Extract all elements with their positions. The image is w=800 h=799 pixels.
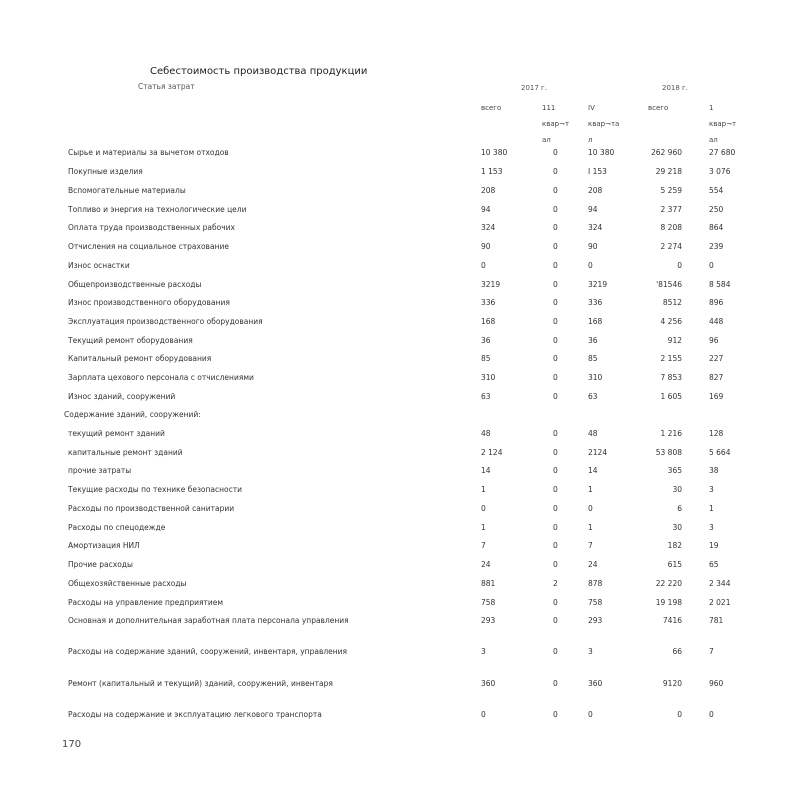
subheader-q4-2017: IV квар¬та л bbox=[588, 104, 620, 144]
value-q3-2017: 0 bbox=[553, 679, 558, 688]
table-row bbox=[0, 278, 800, 292]
value-total-2017: 310 bbox=[481, 373, 496, 382]
value-total-2017: 293 bbox=[481, 616, 496, 625]
value-q4-2017: 758 bbox=[588, 598, 603, 607]
value-total-2018: 1 216 bbox=[660, 429, 682, 438]
value-total-2017: 24 bbox=[481, 560, 491, 569]
value-q4-2017: I 153 bbox=[588, 167, 607, 176]
value-q3-2017: 0 bbox=[553, 429, 558, 438]
value-total-2017: 36 bbox=[481, 336, 491, 345]
value-q4-2017: 7 bbox=[588, 541, 593, 550]
value-q4-2017: 1 bbox=[588, 485, 593, 494]
cost-item-name: Расходы по спецодежде bbox=[68, 523, 166, 532]
value-total-2018: 9120 bbox=[662, 679, 682, 688]
table-row bbox=[0, 352, 800, 366]
year-header-2017: 2017 г. bbox=[521, 84, 547, 92]
value-q3-2017: 0 bbox=[553, 616, 558, 625]
value-q4-2017: 36 bbox=[588, 336, 598, 345]
value-total-2017: 3 bbox=[481, 647, 486, 656]
value-q3-2017: 0 bbox=[553, 485, 558, 494]
value-total-2018: 1 605 bbox=[660, 392, 682, 401]
value-total-2017: 3219 bbox=[481, 280, 501, 289]
value-q1-2018: 38 bbox=[709, 466, 719, 475]
table-row bbox=[0, 645, 800, 659]
value-total-2017: 168 bbox=[481, 317, 496, 326]
value-total-2017: 63 bbox=[481, 392, 491, 401]
cost-item-name: Расходы на содержание и эксплуатацию легкового транспорта bbox=[68, 710, 322, 719]
cost-item-name: Износ производственного оборудования bbox=[68, 298, 230, 307]
value-q4-2017: 336 bbox=[588, 298, 603, 307]
value-q3-2017: 0 bbox=[553, 373, 558, 382]
value-total-2018: 6 bbox=[677, 504, 682, 513]
cost-item-name: прочие затраты bbox=[68, 466, 132, 475]
value-q4-2017: 3219 bbox=[588, 280, 608, 289]
value-q3-2017: 0 bbox=[553, 448, 558, 457]
value-q1-2018: 3 076 bbox=[709, 167, 731, 176]
value-total-2018: 30 bbox=[672, 523, 682, 532]
value-q1-2018: 2 344 bbox=[709, 579, 731, 588]
value-q3-2017: 0 bbox=[553, 504, 558, 513]
cost-item-name: Оплата труда производственных рабочих bbox=[68, 223, 235, 232]
value-total-2017: 85 bbox=[481, 354, 491, 363]
value-q3-2017: 0 bbox=[553, 148, 558, 157]
value-total-2018: 182 bbox=[667, 541, 682, 550]
value-q1-2018: 7 bbox=[709, 647, 714, 656]
value-q1-2018: 8 584 bbox=[709, 280, 731, 289]
value-q1-2018: 128 bbox=[709, 429, 724, 438]
table-row bbox=[0, 502, 800, 516]
value-q4-2017: 293 bbox=[588, 616, 603, 625]
value-q1-2018: 239 bbox=[709, 242, 724, 251]
cost-item-name: Прочие расходы bbox=[68, 560, 133, 569]
value-q3-2017: 0 bbox=[553, 205, 558, 214]
value-q4-2017: 2124 bbox=[588, 448, 608, 457]
value-q1-2018: 3 bbox=[709, 485, 714, 494]
value-q3-2017: 0 bbox=[553, 280, 558, 289]
value-q3-2017: 0 bbox=[553, 261, 558, 270]
value-q4-2017: 324 bbox=[588, 223, 603, 232]
table-row bbox=[0, 446, 800, 460]
value-total-2017: 0 bbox=[481, 261, 486, 270]
value-q4-2017: 24 bbox=[588, 560, 598, 569]
cost-item-name: текущий ремонт зданий bbox=[68, 429, 165, 438]
table-row bbox=[0, 184, 800, 198]
value-q1-2018: 27 680 bbox=[709, 148, 736, 157]
value-total-2018: 2 377 bbox=[660, 205, 682, 214]
value-total-2018: 19 198 bbox=[655, 598, 682, 607]
value-q4-2017: 3 bbox=[588, 647, 593, 656]
value-total-2017: 336 bbox=[481, 298, 496, 307]
value-total-2017: 94 bbox=[481, 205, 491, 214]
value-q4-2017: 208 bbox=[588, 186, 603, 195]
value-total-2018: '81546 bbox=[656, 280, 682, 289]
cost-item-name: Расходы на управление предприятием bbox=[68, 598, 223, 607]
table-row bbox=[0, 296, 800, 310]
table-row bbox=[0, 677, 800, 691]
table-row bbox=[0, 259, 800, 273]
value-q4-2017: 0 bbox=[588, 261, 593, 270]
cost-item-column-caption: Статья затрат bbox=[138, 82, 195, 91]
page-number: 170 bbox=[62, 739, 82, 750]
table-row bbox=[0, 146, 800, 160]
value-q1-2018: 827 bbox=[709, 373, 724, 382]
cost-item-name: Текущие расходы по технике безопасности bbox=[68, 485, 243, 494]
value-q4-2017: 1 bbox=[588, 523, 593, 532]
value-q1-2018: 781 bbox=[709, 616, 724, 625]
cost-item-name: Вспомогательные материалы bbox=[68, 186, 186, 195]
cost-item-name: Эксплуатация производственного оборудования bbox=[68, 317, 263, 326]
value-total-2017: 10 380 bbox=[481, 148, 508, 157]
value-total-2018: 53 808 bbox=[655, 448, 682, 457]
value-total-2018: 22 220 bbox=[655, 579, 682, 588]
value-total-2018: 7416 bbox=[662, 616, 682, 625]
table-row bbox=[0, 203, 800, 217]
value-total-2017: 7 bbox=[481, 541, 486, 550]
subheader-total-2018: всего bbox=[648, 104, 669, 112]
value-q3-2017: 0 bbox=[553, 598, 558, 607]
value-total-2017: 1 153 bbox=[481, 167, 503, 176]
value-total-2018: 0 bbox=[677, 261, 682, 270]
value-q3-2017: 0 bbox=[553, 186, 558, 195]
value-total-2018: 29 218 bbox=[655, 167, 682, 176]
table-row bbox=[0, 483, 800, 497]
value-q4-2017: 0 bbox=[588, 504, 593, 513]
value-q1-2018: 169 bbox=[709, 392, 724, 401]
table-row bbox=[0, 334, 800, 348]
value-q1-2018: 5 664 bbox=[709, 448, 731, 457]
value-q1-2018: 0 bbox=[709, 710, 714, 719]
value-total-2017: 324 bbox=[481, 223, 496, 232]
subheader-total-2017: всего bbox=[481, 104, 502, 112]
table-row bbox=[0, 596, 800, 610]
value-total-2018: 365 bbox=[667, 466, 682, 475]
value-q4-2017: 63 bbox=[588, 392, 598, 401]
cost-item-name: Основная и дополнительная заработная плата персонала управления bbox=[68, 616, 349, 625]
value-total-2018: 0 bbox=[677, 710, 682, 719]
cost-item-name: Текущий ремонт оборудования bbox=[68, 336, 193, 345]
value-q4-2017: 14 bbox=[588, 466, 598, 475]
value-q1-2018: 0 bbox=[709, 261, 714, 270]
value-q4-2017: 10 380 bbox=[588, 148, 615, 157]
table-row bbox=[0, 240, 800, 254]
table-row bbox=[0, 165, 800, 179]
value-q3-2017: 0 bbox=[553, 392, 558, 401]
table-title: Себестоимость производства продукции bbox=[150, 66, 368, 77]
value-q3-2017: 2 bbox=[553, 579, 558, 588]
value-q3-2017: 0 bbox=[553, 354, 558, 363]
value-q4-2017: 310 bbox=[588, 373, 603, 382]
cost-item-name: Отчисления на социальное страхование bbox=[68, 242, 229, 251]
value-q1-2018: 896 bbox=[709, 298, 724, 307]
value-total-2017: 90 bbox=[481, 242, 491, 251]
table-row bbox=[0, 390, 800, 404]
table-row bbox=[0, 221, 800, 235]
table-row bbox=[0, 577, 800, 591]
value-q3-2017: 0 bbox=[553, 466, 558, 475]
cost-item-name: Содержание зданий, сооружений: bbox=[64, 410, 201, 419]
value-total-2017: 0 bbox=[481, 710, 486, 719]
value-total-2018: 262 960 bbox=[650, 148, 682, 157]
value-q4-2017: 85 bbox=[588, 354, 598, 363]
value-q3-2017: 0 bbox=[553, 167, 558, 176]
cost-item-name: Ремонт (капитальный и текущий) зданий, сооружений, инвентаря bbox=[68, 679, 333, 688]
year-header-2018: 2018 г. bbox=[662, 84, 688, 92]
value-q1-2018: 448 bbox=[709, 317, 724, 326]
value-q1-2018: 864 bbox=[709, 223, 724, 232]
value-total-2018: 66 bbox=[672, 647, 682, 656]
table-row bbox=[0, 315, 800, 329]
value-q3-2017: 0 bbox=[553, 336, 558, 345]
value-total-2018: 7 853 bbox=[660, 373, 682, 382]
value-q4-2017: 0 bbox=[588, 710, 593, 719]
table-row bbox=[0, 464, 800, 478]
value-q4-2017: 90 bbox=[588, 242, 598, 251]
value-q3-2017: 0 bbox=[553, 523, 558, 532]
value-q1-2018: 554 bbox=[709, 186, 724, 195]
value-total-2018: 615 bbox=[667, 560, 682, 569]
value-q3-2017: 0 bbox=[553, 242, 558, 251]
table-row bbox=[0, 558, 800, 572]
value-q3-2017: 0 bbox=[553, 710, 558, 719]
value-q1-2018: 2 021 bbox=[709, 598, 731, 607]
subheader-q1-2018: 1 квар¬т ал bbox=[709, 104, 737, 144]
value-q4-2017: 168 bbox=[588, 317, 603, 326]
cost-item-name: Амортизация НИЛ bbox=[68, 541, 140, 550]
table-row bbox=[0, 521, 800, 535]
value-q3-2017: 0 bbox=[553, 317, 558, 326]
cost-item-name: Общепроизводственные расходы bbox=[68, 280, 202, 289]
cost-item-name: Износ зданий, сооружений bbox=[68, 392, 176, 401]
cost-item-name: Сырье и материалы за вычетом отходов bbox=[68, 148, 229, 157]
value-total-2018: 912 bbox=[667, 336, 682, 345]
value-total-2017: 0 bbox=[481, 504, 486, 513]
value-total-2018: 8512 bbox=[662, 298, 682, 307]
value-q1-2018: 227 bbox=[709, 354, 724, 363]
cost-item-name: капитальные ремонт зданий bbox=[68, 448, 183, 457]
value-q1-2018: 19 bbox=[709, 541, 719, 550]
value-q4-2017: 360 bbox=[588, 679, 603, 688]
value-total-2018: 2 155 bbox=[660, 354, 682, 363]
table-row bbox=[0, 408, 800, 422]
value-total-2017: 1 bbox=[481, 485, 486, 494]
cost-item-name: Топливо и энергия на технологические цели bbox=[68, 205, 247, 214]
table-row bbox=[0, 371, 800, 385]
value-total-2018: 4 256 bbox=[660, 317, 682, 326]
value-total-2018: 2 274 bbox=[660, 242, 682, 251]
value-total-2017: 14 bbox=[481, 466, 491, 475]
value-total-2018: 5 259 bbox=[660, 186, 682, 195]
value-q1-2018: 250 bbox=[709, 205, 724, 214]
value-q1-2018: 1 bbox=[709, 504, 714, 513]
cost-item-name: Общехозяйственные расходы bbox=[68, 579, 187, 588]
table-row bbox=[0, 427, 800, 441]
value-total-2018: 8 208 bbox=[660, 223, 682, 232]
value-q1-2018: 960 bbox=[709, 679, 724, 688]
cost-item-name: Расходы по производственной санитарии bbox=[68, 504, 235, 513]
value-q4-2017: 94 bbox=[588, 205, 598, 214]
cost-item-name: Зарплата цехового персонала с отчислениями bbox=[68, 373, 254, 382]
cost-item-name: Износ оснастки bbox=[68, 261, 130, 270]
value-q3-2017: 0 bbox=[553, 298, 558, 307]
value-q1-2018: 96 bbox=[709, 336, 719, 345]
table-row bbox=[0, 539, 800, 553]
value-q3-2017: 0 bbox=[553, 541, 558, 550]
cost-item-name: Капитальный ремонт оборудования bbox=[68, 354, 212, 363]
table-row bbox=[0, 614, 800, 628]
value-q1-2018: 65 bbox=[709, 560, 719, 569]
value-q3-2017: 0 bbox=[553, 647, 558, 656]
cost-item-name: Покупные изделия bbox=[68, 167, 143, 176]
value-total-2017: 2 124 bbox=[481, 448, 503, 457]
value-total-2018: 30 bbox=[672, 485, 682, 494]
value-q4-2017: 878 bbox=[588, 579, 603, 588]
table-row bbox=[0, 708, 800, 722]
value-q3-2017: 0 bbox=[553, 560, 558, 569]
value-total-2017: 208 bbox=[481, 186, 496, 195]
value-total-2017: 758 bbox=[481, 598, 496, 607]
subheader-q3-2017: 111 квар¬т ал bbox=[542, 104, 570, 144]
value-q3-2017: 0 bbox=[553, 223, 558, 232]
value-q1-2018: 3 bbox=[709, 523, 714, 532]
value-total-2017: 1 bbox=[481, 523, 486, 532]
value-q4-2017: 48 bbox=[588, 429, 598, 438]
value-total-2017: 881 bbox=[481, 579, 496, 588]
cost-item-name: Расходы на содержание зданий, сооружений, инвентаря, управления bbox=[68, 647, 348, 656]
value-total-2017: 48 bbox=[481, 429, 491, 438]
value-total-2017: 360 bbox=[481, 679, 496, 688]
